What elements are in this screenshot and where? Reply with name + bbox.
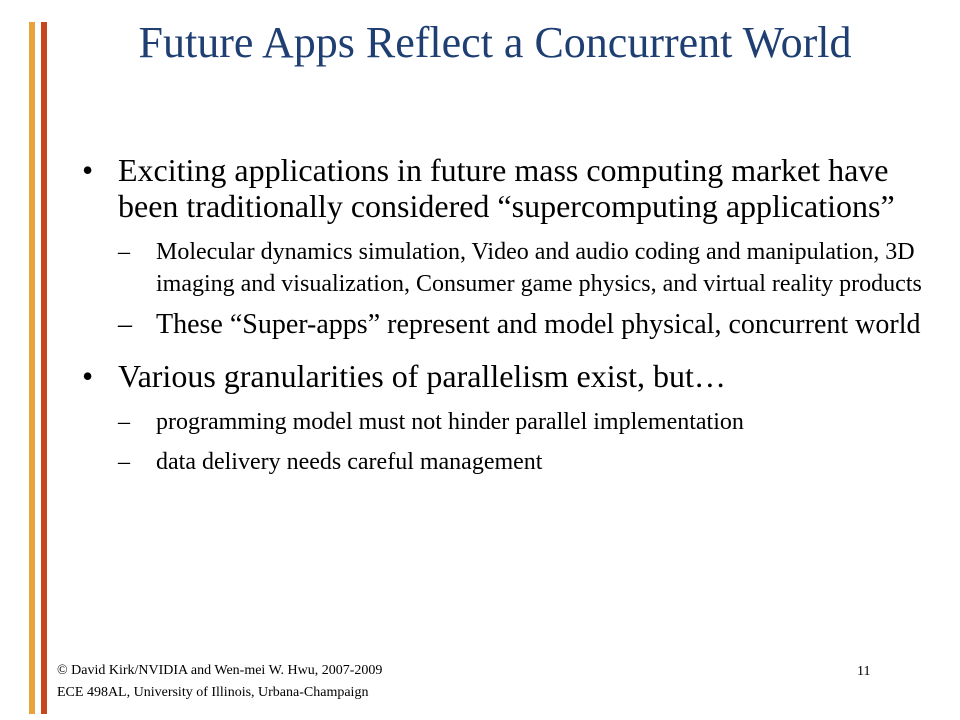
dash-icon: – [118, 409, 130, 435]
sub-bullet-text: Molecular dynamics simulation, Video and audio coding and manipulation, 3D imaging and visualization, Consumer game physics, and virtual reality products [156, 239, 922, 297]
bullet-text: Various granularities of parallelism exist, but… [118, 358, 726, 394]
page-number: 11 [857, 664, 871, 679]
dash-icon: – [118, 449, 130, 475]
bullet-granularities [76, 358, 942, 394]
bullet-exciting-applications [76, 152, 942, 224]
decorative-bar-red [41, 22, 47, 714]
footer-line-2: ECE 498AL, University of Illinois, Urbana-Champaign [57, 685, 369, 700]
sub-bullet-programming-model [76, 406, 942, 438]
bullet-icon: • [82, 358, 94, 394]
sub-bullet-text: data delivery needs careful management [156, 449, 543, 475]
footer-line-1: © David Kirk/NVIDIA and Wen-mei W. Hwu, 2007-2009 [57, 663, 383, 678]
sub-bullet-super-apps [76, 308, 942, 342]
sub-bullet-text: programming model must not hinder parallel implementation [156, 409, 744, 435]
slide-content [76, 152, 942, 486]
slide-title: Future Apps Reflect a Concurrent World [138, 18, 852, 67]
bullet-text: Exciting applications in future mass computing market have been traditionally considered “supercomputing applications” [118, 152, 895, 224]
dash-icon: – [118, 309, 132, 340]
sub-bullet-data-delivery [76, 446, 942, 478]
sub-bullet-applications-list [76, 236, 942, 300]
sub-bullet-text: These “Super-apps” represent and model physical, concurrent world [156, 309, 921, 340]
decorative-bar-orange [29, 22, 35, 714]
footer-copyright [57, 660, 382, 704]
bullet-icon: • [82, 152, 94, 188]
dash-icon: – [118, 239, 130, 265]
